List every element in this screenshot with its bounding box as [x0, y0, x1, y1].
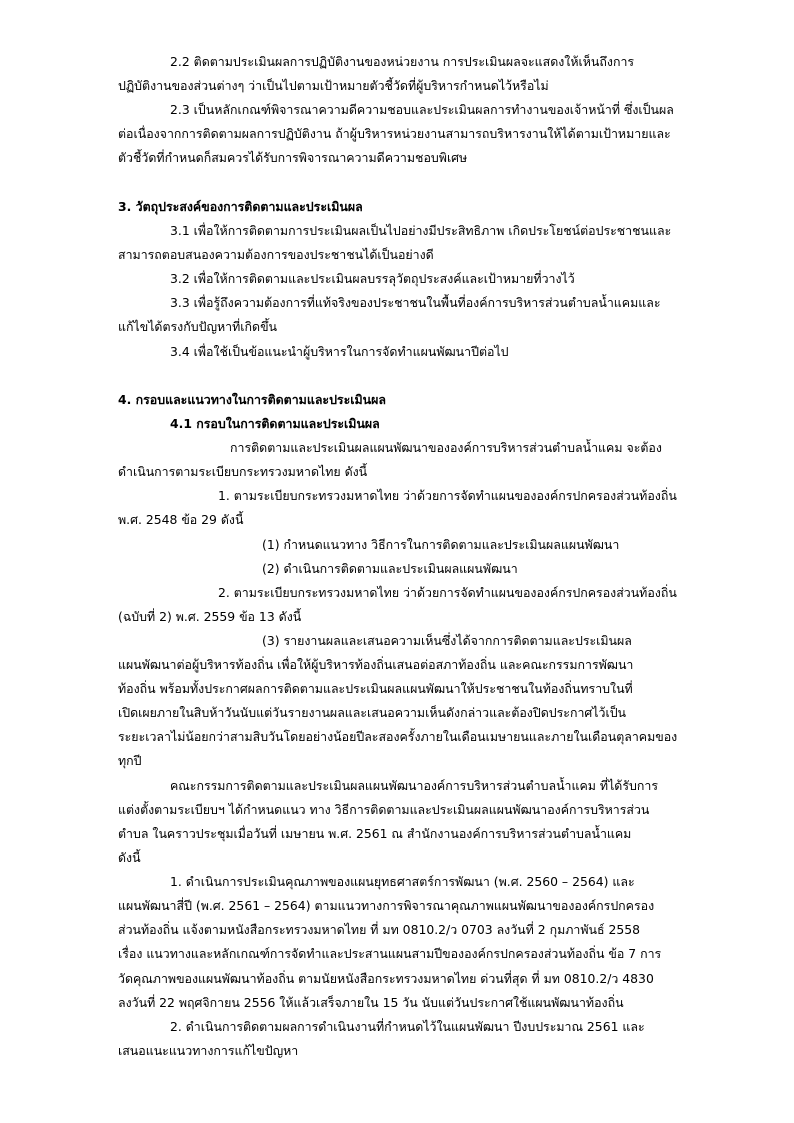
- text-line: 2. ดำเนินการติดตามผลการดำเนินงานที่กำหนดไว้ในแผนพัฒนา ปีงบประมาณ 2561 และ: [170, 1019, 645, 1034]
- text-line: การติดตามและประเมินผลแผนพัฒนาขององค์การบริหารส่วนตำบลน้ำแคม จะต้อง: [230, 440, 662, 455]
- text-line: คณะกรรมการติดตามและประเมินผลแผนพัฒนาองค์การบริหารส่วนตำบลน้ำแคม ที่ได้รับการ: [170, 778, 658, 793]
- text-line: 2.2 ติดตามประเมินผลการปฏิบัติงานของหน่วยงาน การประเมินผลจะแสดงให้เห็นถึงการ: [170, 54, 635, 69]
- text-line: 3.1 เพื่อให้การติดตามการประเมินผลเป็นไปอย่างมีประสิทธิภาพ เกิดประโยชน์ต่อประชาชนและ: [170, 223, 672, 238]
- text-line: ท้องถิ่น พร้อมทั้งประกาศผลการติดตามและประเมินผลแผนพัฒนาให้ประชาชนในท้องถิ่นทราบในที่: [118, 681, 633, 696]
- text-line: พ.ศ. 2548 ข้อ 29 ดังนี้: [118, 512, 244, 527]
- text-line: (1) กำหนดแนวทาง วิธีการในการติดตามและประเมินผลแผนพัฒนา: [262, 537, 620, 552]
- text-line: วัดคุณภาพของแผนพัฒนาท้องถิ่น ตามนัยหนังสือกระทรวงมหาดไทย ด่วนที่สุด ที่ มท 0810.2/ว 4830: [118, 971, 654, 986]
- text-line: 3.2 เพื่อให้การติดตามและประเมินผลบรรลุวัตถุประสงค์และเป้าหมายที่วางไว้: [170, 271, 575, 286]
- section-heading: 4. กรอบและแนวทางในการติดตามและประเมินผล: [118, 392, 386, 407]
- text-line: (ฉบับที่ 2) พ.ศ. 2559 ข้อ 13 ดังนี้: [118, 609, 302, 624]
- text-line: 2. ตามระเบียบกระทรวงมหาดไทย ว่าด้วยการจัดทำแผนขององค์กรปกครองส่วนท้องถิ่น: [218, 585, 677, 600]
- section-heading: 3. วัตถุประสงค์ของการติดตามและประเมินผล: [118, 199, 363, 214]
- text-line: เสนอแนะแนวทางการแก้ไขปัญหา: [118, 1043, 299, 1058]
- text-line: 3.4 เพื่อใช้เป็นข้อแนะนำผู้บริหารในการจัดทำแผนพัฒนาปีต่อไป: [170, 344, 509, 359]
- text-line: แผนพัฒนาต่อผู้บริหารท้องถิ่น เพื่อให้ผู้บริหารท้องถิ่นเสนอต่อสภาท้องถิ่น และคณะกรรมการพัฒนา: [118, 657, 634, 672]
- text-line: 1. ตามระเบียบกระทรวงมหาดไทย ว่าด้วยการจัดทำแผนขององค์กรปกครองส่วนท้องถิ่น: [218, 488, 677, 503]
- text-line: ปฏิบัติงานของส่วนต่างๆ ว่าเป็นไปตามเป้าหมายตัวชี้วัดที่ผู้บริหารกำหนดไว้หรือไม่: [118, 78, 549, 93]
- text-line: แก้ไขได้ตรงกับปัญหาที่เกิดขึ้น: [118, 319, 278, 334]
- text-line: แต่งตั้งตามระเบียบฯ ได้กำหนดแนว ทาง วิธีการติดตามและประเมินผลแผนพัฒนาองค์การบริหารส่วน: [118, 802, 650, 817]
- text-line: สามารถตอบสนองความต้องการของประชาชนได้เป็นอย่างดี: [118, 247, 434, 262]
- text-line: ระยะเวลาไม่น้อยกว่าสามสิบวันโดยอย่างน้อยปีละสองครั้งภายในเดือนเมษายนและภายในเดือนตุลาคมของ: [118, 729, 678, 744]
- text-line: 1. ดำเนินการประเมินคุณภาพของแผนยุทธศาสตร์การพัฒนา (พ.ศ. 2560 – 2564) และ: [170, 874, 635, 889]
- text-line: ทุกปี: [118, 753, 142, 768]
- text-line: เรื่อง แนวทางและหลักเกณฑ์การจัดทำและประสานแผนสามปีขององค์กรปกครองส่วนท้องถิ่น ข้อ 7 การ: [118, 946, 662, 961]
- text-line: แผนพัฒนาสี่ปี (พ.ศ. 2561 – 2564) ตามแนวทางการพิจารณาคุณภาพแผนพัฒนาขององค์กรปกครอง: [118, 898, 655, 913]
- text-line: ดังนี้: [118, 850, 141, 865]
- text-line: ลงวันที่ 22 พฤศจิกายน 2556 ให้แล้วเสร็จภายใน 15 วัน นับแต่วันประกาศใช้แผนพัฒนาท้องถิ่น: [118, 995, 624, 1010]
- text-line: ดำเนินการตามระเบียบกระทรวงมหาดไทย ดังนี้: [118, 464, 368, 479]
- text-line: (3) รายงานผลและเสนอความเห็นซึ่งได้จากการติดตามและประเมินผล: [262, 633, 632, 648]
- text-line: ตำบล ในคราวประชุมเมื่อวันที่ เมษายน พ.ศ. 2561 ณ สำนักงานองค์การบริหารส่วนตำบลน้ำแคม: [118, 826, 632, 841]
- text-line: ตัวชี้วัดที่กำหนดก็สมควรได้รับการพิจารณาความดีความชอบพิเศษ: [118, 150, 468, 165]
- text-line: (2) ดำเนินการติดตามและประเมินผลแผนพัฒนา: [262, 561, 518, 576]
- text-line: 3.3 เพื่อรู้ถึงความต้องการที่แท้จริงของประชาชนในพื้นที่องค์การบริหารส่วนตำบลน้ำแคมและ: [170, 295, 661, 310]
- text-line: ต่อเนื่องจากการติดตามผลการปฏิบัติงาน ถ้าผู้บริหารหน่วยงานสามารถบริหารงานให้ได้ตามเป้าหมายและ: [118, 126, 671, 141]
- text-line: 2.3 เป็นหลักเกณฑ์พิจารณาความดีความชอบและประเมินผลการทำงานของเจ้าหน้าที่ ซึ่งเป็นผล: [170, 102, 674, 117]
- subsection-heading: 4.1 กรอบในการติดตามและประเมินผล: [170, 416, 380, 431]
- text-line: ส่วนท้องถิ่น แจ้งตามหนังสือกระทรวงมหาดไทย ที่ มท 0810.2/ว 0703 ลงวันที่ 2 กุมภาพันธ์ 2558: [118, 922, 641, 937]
- text-line: เปิดเผยภายในสิบห้าวันนับแต่วันรายงานผลและเสนอความเห็นดังกล่าวและต้องปิดประกาศไว้เป็น: [118, 705, 627, 720]
